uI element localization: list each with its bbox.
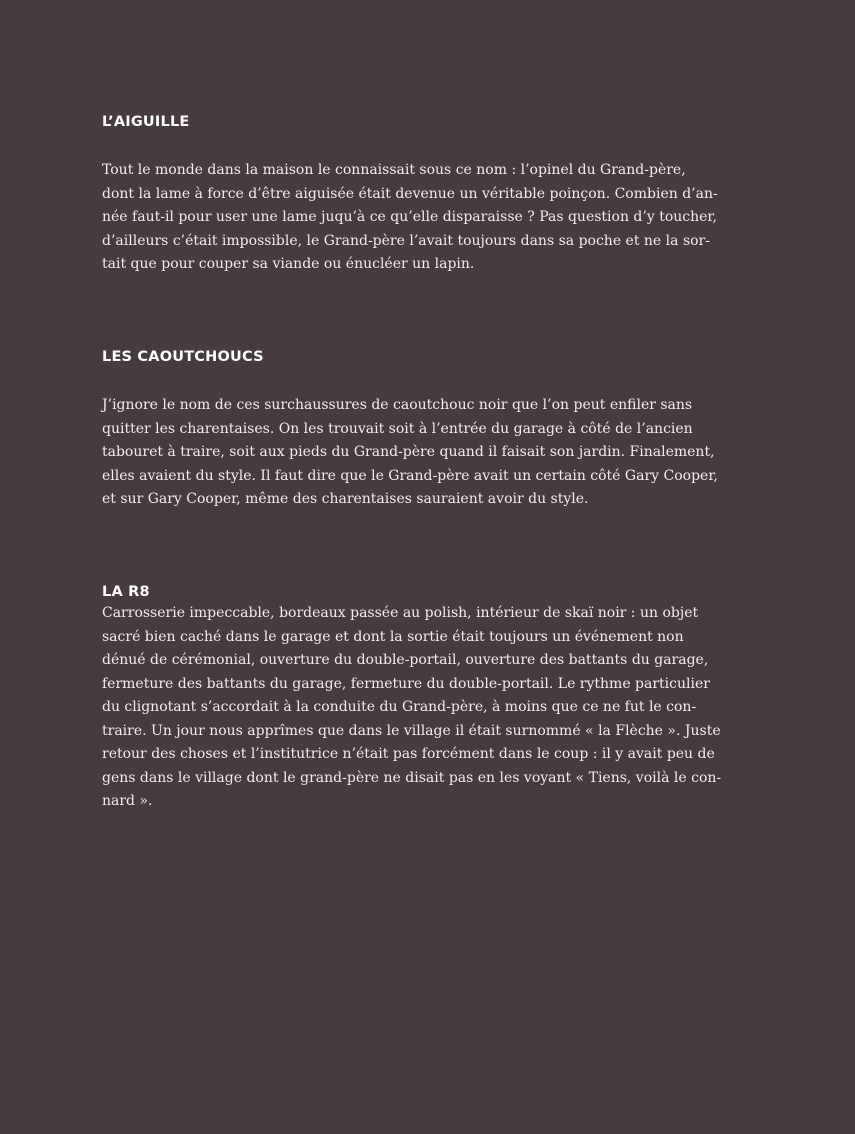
text-line: d’ailleurs c’était impossible, le Grand-père l’avait toujours dans sa poche et ne la sor- (102, 232, 710, 249)
text-line: dénué de cérémonial, ouverture du double-portail, ouverture des battants du garage, (102, 652, 709, 668)
section-heading: L’AIGUILLE (102, 114, 190, 130)
text-line: du clignotant s’accordait à la conduite du Grand-père, à moins que ce ne fut le con- (102, 699, 697, 715)
section-paragraph (102, 394, 722, 512)
section-heading: LA R8 (102, 584, 150, 600)
text-line: sacré bien caché dans le garage et dont la sortie était toujours un événement non (102, 628, 684, 645)
text-line: traire. Un jour nous apprîmes que dans le village il était surnommé « la Flèche ». Juste (102, 722, 721, 739)
text-line: tait que pour couper sa viande ou énucléer un lapin. (102, 256, 475, 272)
text-line: elles avaient du style. Il faut dire que le Grand-père avait un certain côté Gary Cooper, (102, 467, 718, 484)
text-line: dont la lame à force d’être aiguisée était devenue un véritable poinçon. Combien d’an- (102, 185, 718, 202)
text-line: J’ignore le nom de ces surchaussures de caoutchouc noir que l’on peut enfiler sans (102, 397, 693, 413)
text-line: gens dans le village dont le grand-père ne disait pas en les voyant « Tiens, voilà le con- (102, 769, 722, 786)
text-line: Carrosserie impeccable, bordeaux passée au polish, intérieur de skaï noir : un objet (102, 605, 699, 621)
text-line: retour des choses et l’institutrice n’était pas forcément dans le coup : il y avait peu de (102, 746, 715, 762)
text-line: nard ». (102, 793, 153, 809)
text-line: tabouret à traire, soit aux pieds du Grand-père quand il faisait son jardin. Finalement, (102, 444, 715, 460)
section-heading: LES CAOUTCHOUCS (102, 349, 264, 365)
section-caoutchoucs (102, 347, 722, 512)
text-line: Tout le monde dans la maison le connaissait sous ce nom : l’opinel du Grand-père, (102, 162, 686, 178)
section-r8 (102, 582, 722, 814)
section-paragraph (102, 159, 722, 277)
section-aiguille (102, 112, 722, 277)
text-line: et sur Gary Cooper, même des charentaises sauraient avoir du style. (102, 491, 589, 507)
text-line: fermeture des battants du garage, fermeture du double-portail. Le rythme particulier (102, 675, 710, 692)
text-line: née faut-il pour user une lame juqu’à ce qu’elle disparaisse ? Pas question d’y toucher, (102, 209, 718, 225)
section-paragraph (102, 602, 722, 814)
text-line: quitter les charentaises. On les trouvait soit à l’entrée du garage à côté de l’ancien (102, 420, 693, 437)
